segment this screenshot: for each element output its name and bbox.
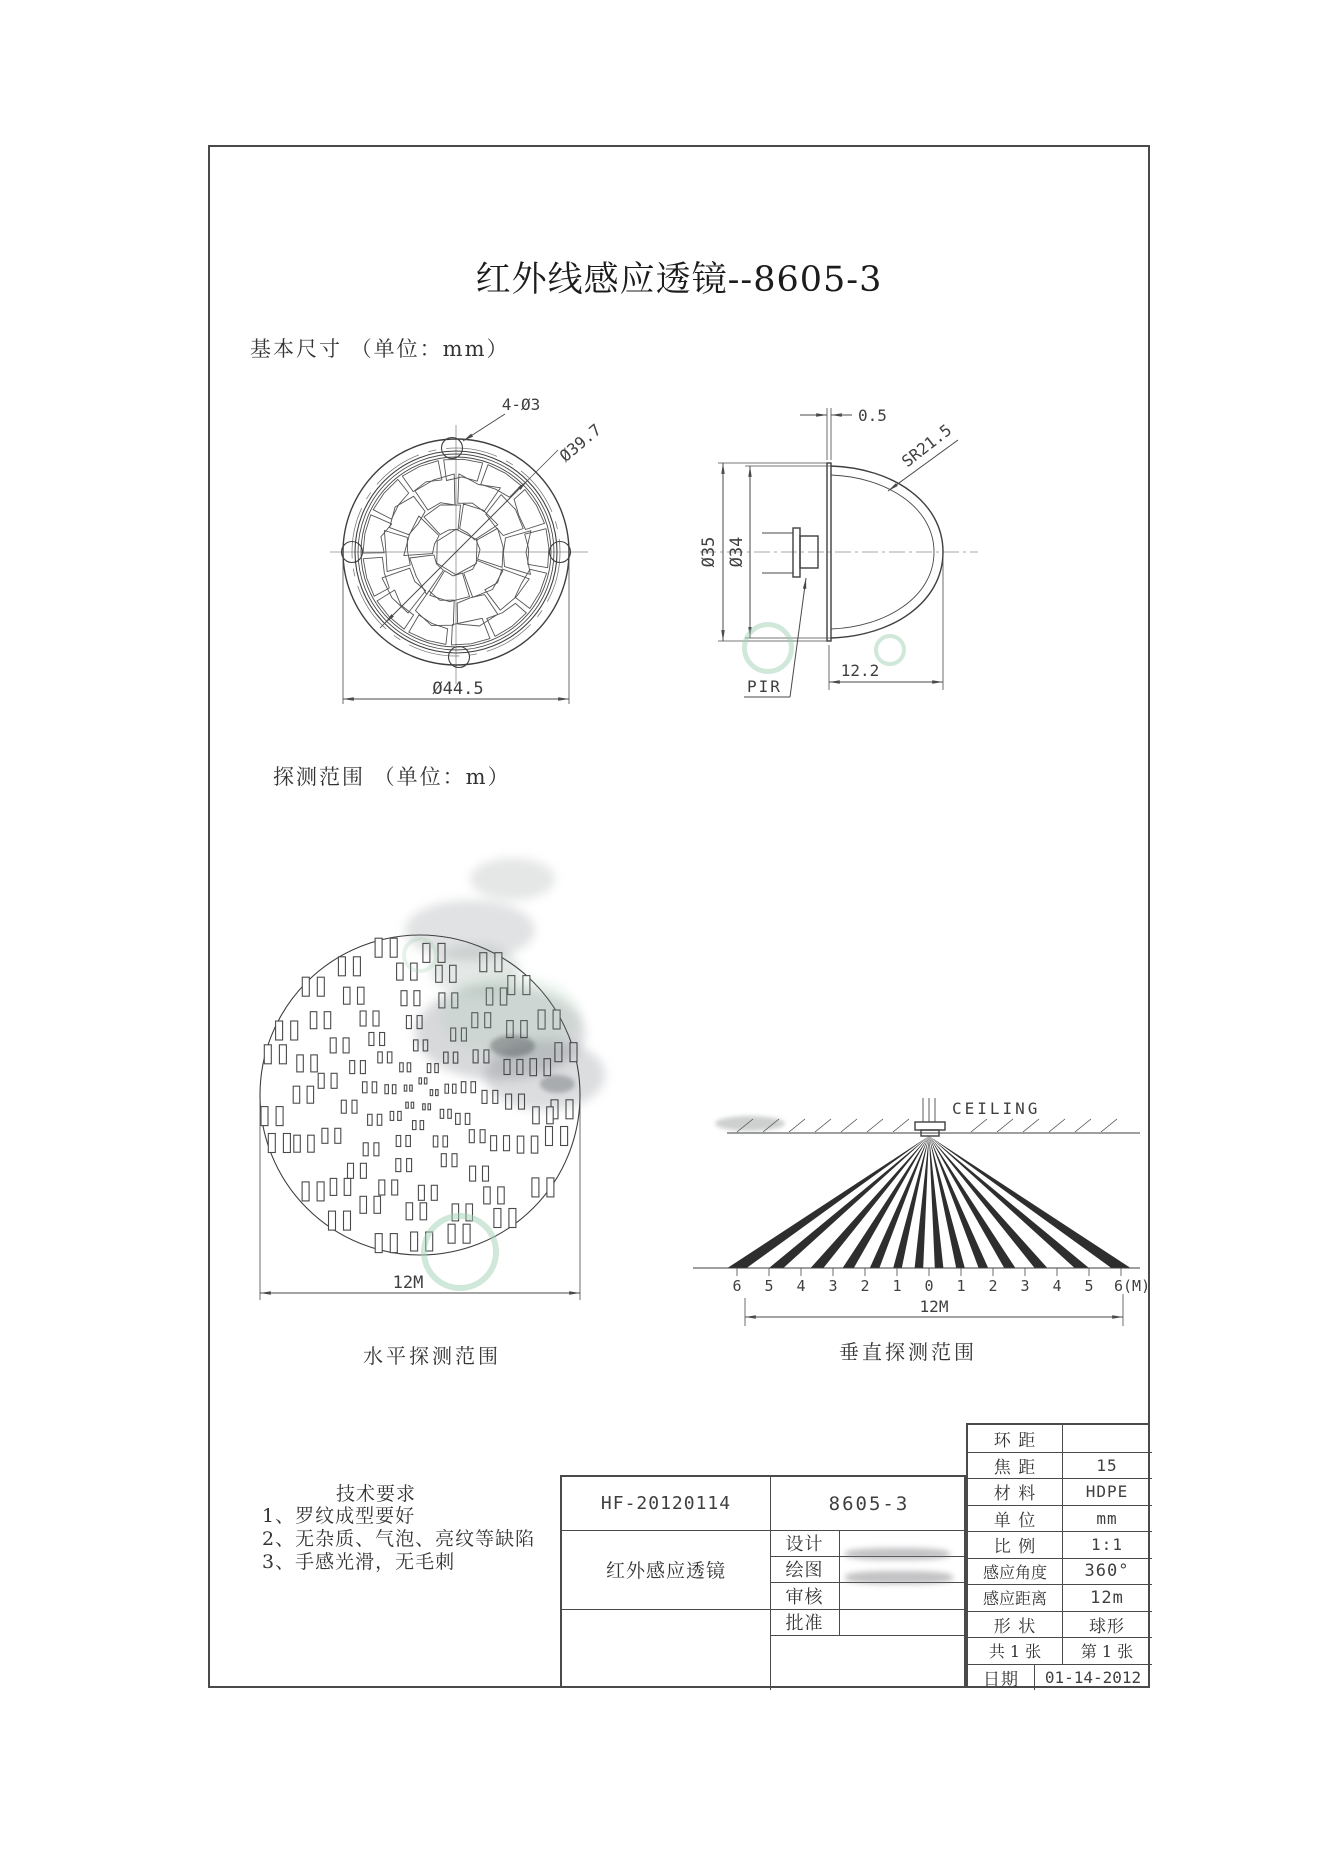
holes-leader bbox=[463, 414, 505, 441]
spec-label-scale: 比 例 bbox=[993, 1537, 1037, 1557]
vertical-detection-caption: 垂直探测范围 bbox=[839, 1340, 977, 1364]
spec-value-distance: 12m bbox=[1090, 1587, 1124, 1608]
scale-tick-label: 5 bbox=[764, 1277, 774, 1295]
watermark-ring bbox=[742, 622, 794, 674]
watermark-ring bbox=[874, 634, 906, 666]
sign-label-design: 设计 bbox=[785, 1534, 824, 1555]
sheet-total: 共 1 张 bbox=[988, 1642, 1042, 1661]
document-number: HF-20120114 bbox=[600, 1493, 732, 1514]
date-label: 日期 bbox=[983, 1669, 1019, 1690]
t05-label: 0.5 bbox=[858, 406, 887, 425]
v12m-label: 12M bbox=[919, 1297, 949, 1316]
scale-tick-label: 5 bbox=[1084, 1277, 1094, 1295]
scale-tick-label: 3 bbox=[1020, 1277, 1030, 1295]
sr-label: SR21.5 bbox=[897, 420, 956, 471]
section-basic-dimensions: 基本尺寸 （单位：mm） bbox=[250, 337, 510, 361]
front-view-drawing bbox=[315, 390, 627, 712]
spec-label-distance: 感应距离 bbox=[982, 1589, 1047, 1608]
spec-label-ring-pitch: 环 距 bbox=[993, 1431, 1037, 1451]
scale-tick-label: 1 bbox=[892, 1277, 902, 1295]
od35-label: Ø35 bbox=[699, 536, 719, 568]
pir-label: PIR bbox=[747, 677, 782, 696]
tech-requirement-item: 1、罗纹成型要好 bbox=[262, 1505, 416, 1527]
od34-label: Ø34 bbox=[727, 536, 747, 568]
sign-label-approved: 批准 bbox=[785, 1613, 824, 1634]
scale-tick-label: 4 bbox=[1052, 1277, 1062, 1295]
scale-tick-label: 3 bbox=[828, 1277, 838, 1295]
flange-dim-label: Ø44.5 bbox=[432, 679, 484, 699]
spec-value-scale: 1:1 bbox=[1091, 1535, 1123, 1554]
sign-label-drawn: 绘图 bbox=[785, 1560, 824, 1581]
pir-window bbox=[793, 528, 800, 577]
h12m-label: 12M bbox=[392, 1273, 424, 1293]
floor-scale-labels bbox=[732, 1277, 1150, 1295]
floor-scale-ticks bbox=[737, 1268, 1121, 1276]
part-number: 8605-3 bbox=[828, 1492, 910, 1515]
signature-smudge bbox=[845, 1548, 950, 1560]
sensor-mount-plate bbox=[915, 1122, 945, 1130]
pir-leader bbox=[790, 578, 806, 697]
date-value: 01-14-2012 bbox=[1044, 1667, 1142, 1687]
spec-value-focal: 15 bbox=[1096, 1455, 1118, 1475]
sign-value-checked bbox=[839, 1582, 968, 1609]
spec-value-ring-pitch bbox=[1062, 1425, 1152, 1452]
spec-label-shape: 形 状 bbox=[993, 1616, 1037, 1637]
spec-label-material: 材 料 bbox=[993, 1484, 1037, 1504]
holes-dim-label: 4-Ø3 bbox=[501, 395, 541, 414]
spec-label-unit: 单 位 bbox=[993, 1510, 1037, 1531]
detection-beams bbox=[727, 1136, 1130, 1268]
scale-tick-label: 1 bbox=[956, 1277, 966, 1295]
stamp-speckle bbox=[540, 1075, 575, 1093]
spec-value-material: HDPE bbox=[1085, 1482, 1129, 1501]
watermark-ring bbox=[421, 1213, 499, 1291]
d122-label: 12.2 bbox=[840, 661, 880, 680]
spec-value-shape: 球形 bbox=[1089, 1616, 1125, 1637]
sheet-current: 第 1 张 bbox=[1080, 1642, 1134, 1661]
spec-value-angle: 360° bbox=[1084, 1561, 1130, 1581]
title-block-right bbox=[966, 1423, 1150, 1688]
scale-tick-label: 2 bbox=[860, 1277, 870, 1295]
sign-label-checked: 审核 bbox=[785, 1586, 824, 1608]
sign-value-approved bbox=[839, 1609, 968, 1635]
ceiling-label: CEILING bbox=[952, 1099, 1041, 1118]
lens-dim-label: Ø39.7 bbox=[555, 420, 606, 466]
scale-tick-label: 6(M) bbox=[1114, 1277, 1151, 1295]
tech-requirement-item: 3、手感光滑，无毛刺 bbox=[262, 1551, 456, 1573]
part-name: 红外感应透镜 bbox=[605, 1560, 726, 1582]
page-title: 红外线感应透镜--8605-3 bbox=[475, 260, 883, 300]
section-detection-range: 探测范围 （单位：m） bbox=[273, 765, 511, 789]
horizontal-detection-caption: 水平探测范围 bbox=[363, 1344, 501, 1368]
scale-tick-label: 4 bbox=[796, 1277, 806, 1295]
spec-label-focal: 焦 距 bbox=[993, 1457, 1037, 1478]
stamp-speckle bbox=[490, 1035, 535, 1057]
scale-tick-label: 2 bbox=[988, 1277, 998, 1295]
lens-dim-ext2 bbox=[527, 450, 558, 481]
signature-smudge bbox=[845, 1571, 953, 1584]
stamp-smudge bbox=[470, 858, 555, 900]
spec-value-unit: mm bbox=[1096, 1508, 1118, 1528]
scale-tick-label: 6 bbox=[732, 1277, 742, 1295]
tech-requirements-title: 技术要求 bbox=[336, 1483, 417, 1505]
scale-tick-label: 0 bbox=[924, 1277, 934, 1295]
spec-label-angle: 感应角度 bbox=[982, 1562, 1047, 1582]
ceiling-smudge bbox=[715, 1116, 785, 1131]
tech-requirement-item: 2、无杂质、气泡、亮纹等缺陷 bbox=[262, 1528, 536, 1550]
watermark-ring bbox=[402, 937, 438, 973]
side-view-drawing bbox=[695, 385, 987, 711]
